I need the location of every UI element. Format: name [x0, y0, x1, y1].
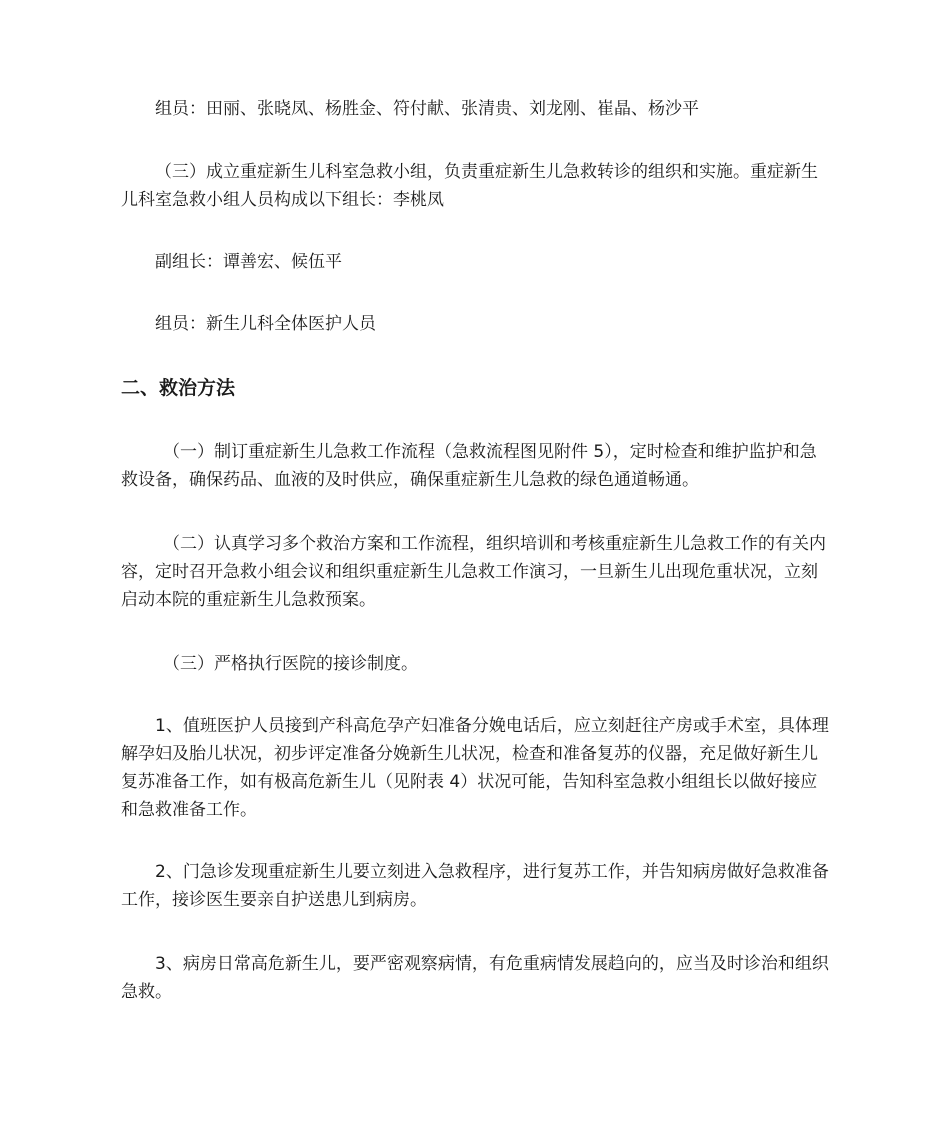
paragraph-neonatal-rescue-team: （三）成立重症新生儿科室急救小组，负责重症新生儿急救转诊的组织和实施。重症新生儿科室急救小组人员构成以下组长：李桃凤 — [121, 162, 818, 210]
section-heading-treatment-methods: 二、救治方法 — [121, 377, 236, 399]
paragraph-treatment-3: （三）严格执行医院的接诊制度。 — [163, 654, 418, 674]
paragraph-item-2: 2、门急诊发现重症新生儿要立刻进入急救程序，进行复苏工作，并告知病房做好急救准备工作，接诊医生要亲自护送患儿到病房。 — [121, 862, 829, 910]
paragraph-neonatal-members: 组员：新生儿科全体医护人员 — [155, 314, 376, 334]
paragraph-team-members: 组员：田丽、张晓凤、杨胜金、符付献、张清贵、刘龙刚、崔晶、杨沙平 — [155, 99, 699, 119]
paragraph-item-1: 1、值班医护人员接到产科高危孕产妇准备分娩电话后，应立刻赶往产房或手术室，具体理解孕妇及胎儿状况，初步评定准备分娩新生儿状况，检查和准备复苏的仪器，充足做好新生儿复苏准备工作，如有极高危新生儿（见附表 4）状况可能，告知科室急救小组组长以做好接应和急救准备工作。 — [121, 716, 829, 820]
paragraph-treatment-2: （二）认真学习多个救治方案和工作流程，组织培训和考核重症新生儿急救工作的有关内容，定时召开急救小组会议和组织重症新生儿急救工作演习，一旦新生儿出现危重状况，立刻启动本院的重症新生儿急救预案。 — [121, 534, 826, 610]
paragraph-item-3: 3、病房日常高危新生儿，要严密观察病情，有危重病情发展趋向的，应当及时诊治和组织急救。 — [121, 954, 829, 1002]
paragraph-deputy-leaders: 副组长：谭善宏、候伍平 — [155, 252, 342, 272]
paragraph-treatment-1: （一）制订重症新生儿急救工作流程（急救流程图见附件 5），定时检查和维护监护和急救设备，确保药品、血液的及时供应，确保重症新生儿急救的绿色通道畅通。 — [121, 442, 817, 490]
